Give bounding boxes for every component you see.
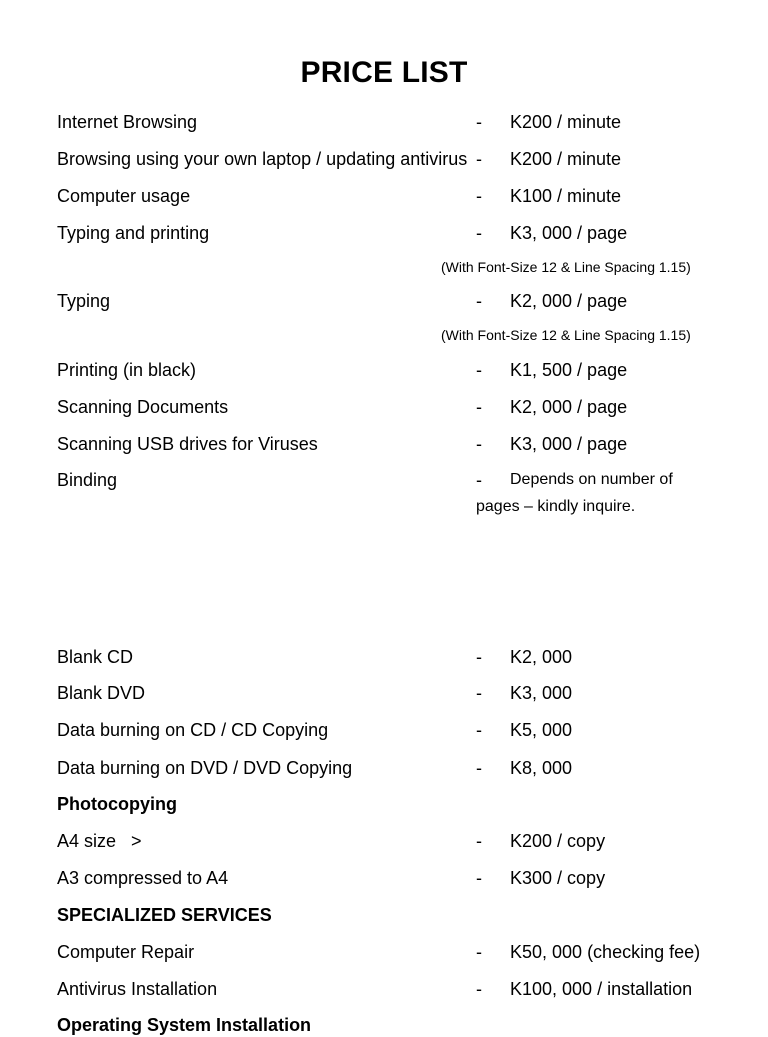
service-price: K100, 000 / installation bbox=[510, 979, 693, 999]
price-row-cd-burning bbox=[57, 718, 737, 742]
separator-dash: - bbox=[476, 647, 482, 667]
price-row-antivirus-installation bbox=[57, 977, 737, 1001]
service-label: A4 size > bbox=[57, 831, 142, 851]
price-row-own-laptop bbox=[57, 147, 737, 171]
service-label: Blank DVD bbox=[57, 683, 146, 703]
price-row-dvd-burning bbox=[57, 756, 737, 780]
service-price: K50, 000 (checking fee) bbox=[510, 942, 701, 962]
separator-dash: - bbox=[476, 291, 482, 311]
service-label: Computer usage bbox=[57, 186, 191, 206]
price-row-a3-compressed bbox=[57, 866, 737, 890]
binding-price-continuation: pages – kindly inquire. bbox=[476, 498, 636, 515]
separator-dash: - bbox=[476, 720, 482, 740]
price-row-scanning-usb bbox=[57, 432, 737, 456]
service-price: K8, 000 bbox=[510, 758, 573, 778]
service-price: K3, 000 / page bbox=[510, 434, 628, 454]
service-price: K5, 000 bbox=[510, 720, 573, 740]
service-price: K3, 000 bbox=[510, 683, 573, 703]
price-row-computer-usage bbox=[57, 184, 737, 208]
service-price: K2, 000 / page bbox=[510, 397, 628, 417]
service-label: Blank CD bbox=[57, 647, 134, 667]
section-heading-specialized-services: SPECIALIZED SERVICES bbox=[57, 905, 272, 925]
price-row-internet-browsing bbox=[57, 110, 737, 134]
price-row-computer-repair bbox=[57, 940, 737, 964]
page-title: PRICE LIST bbox=[300, 56, 468, 89]
price-row-a4-copy bbox=[57, 829, 737, 853]
service-label: Scanning USB drives for Viruses bbox=[57, 434, 318, 454]
price-row-blank-cd bbox=[57, 645, 737, 669]
service-price: K100 / minute bbox=[510, 186, 622, 206]
section-heading-os-installation: Operating System Installation bbox=[57, 1015, 312, 1035]
price-row-binding bbox=[57, 468, 737, 492]
service-label: Typing and printing bbox=[57, 223, 210, 243]
service-label: Internet Browsing bbox=[57, 112, 198, 132]
font-spec-note: (With Font-Size 12 & Line Spacing 1.15) bbox=[441, 327, 691, 343]
service-label: Scanning Documents bbox=[57, 397, 229, 417]
separator-dash: - bbox=[476, 186, 482, 206]
separator-dash: - bbox=[476, 360, 482, 380]
price-row-printing-black bbox=[57, 358, 737, 382]
section-heading-photocopying: Photocopying bbox=[57, 794, 177, 814]
service-label: Computer Repair bbox=[57, 942, 195, 962]
separator-dash: - bbox=[476, 223, 482, 243]
service-label: Data burning on DVD / DVD Copying bbox=[57, 758, 353, 778]
service-price: K200 / copy bbox=[510, 831, 606, 851]
separator-dash: - bbox=[476, 149, 482, 169]
service-label: Data burning on CD / CD Copying bbox=[57, 720, 329, 740]
service-price: K1, 500 / page bbox=[510, 360, 628, 380]
separator-dash: - bbox=[476, 112, 482, 132]
service-label: Printing (in black) bbox=[57, 360, 197, 380]
separator-dash: - bbox=[476, 979, 482, 999]
service-label: Antivirus Installation bbox=[57, 979, 218, 999]
service-price: Depends on number of bbox=[510, 471, 673, 488]
service-price: K200 / minute bbox=[510, 149, 622, 169]
separator-dash: - bbox=[476, 868, 482, 888]
service-label: Browsing using your own laptop / updating antivirus bbox=[57, 149, 468, 169]
font-spec-note: (With Font-Size 12 & Line Spacing 1.15) bbox=[441, 259, 691, 275]
separator-dash: - bbox=[476, 397, 482, 417]
separator-dash: - bbox=[476, 434, 482, 454]
price-row-typing-and-printing bbox=[57, 221, 737, 245]
service-price: K2, 000 / page bbox=[510, 291, 628, 311]
service-price: K300 / copy bbox=[510, 868, 606, 888]
service-price: K2, 000 bbox=[510, 647, 573, 667]
service-label: A3 compressed to A4 bbox=[57, 868, 229, 888]
service-price: K200 / minute bbox=[510, 112, 622, 132]
price-row-scanning-documents bbox=[57, 395, 737, 419]
price-row-typing bbox=[57, 289, 737, 313]
separator-dash: - bbox=[476, 683, 482, 703]
separator-dash: - bbox=[476, 758, 482, 778]
separator-dash: - bbox=[476, 831, 482, 851]
price-row-blank-dvd bbox=[57, 681, 737, 705]
separator-dash: - bbox=[476, 470, 482, 490]
service-label: Binding bbox=[57, 470, 118, 490]
service-label: Typing bbox=[57, 291, 111, 311]
service-price: K3, 000 / page bbox=[510, 223, 628, 243]
separator-dash: - bbox=[476, 942, 482, 962]
